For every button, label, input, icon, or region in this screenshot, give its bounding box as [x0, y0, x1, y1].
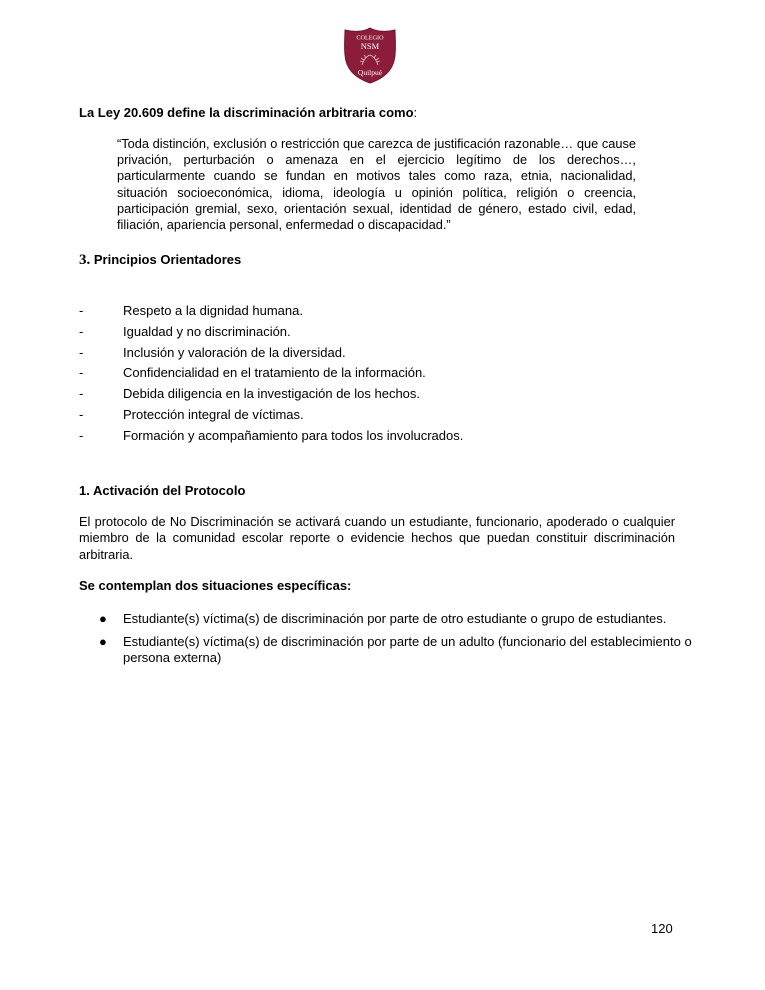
list-item: [95, 611, 695, 628]
situation-text: Estudiante(s) víctima(s) de discriminación por parte de un adulto (funcionario del establecimiento o persona externa): [123, 633, 692, 665]
activation-heading: 1. Activación del Protocolo: [79, 483, 246, 498]
dash-marker: -: [79, 323, 84, 339]
bullet-marker: ●: [99, 611, 107, 626]
crest-line-2: NSM: [360, 41, 380, 51]
principle-text: Formación y acompañamiento para todos los involucrados.: [123, 427, 464, 443]
principle-text: Igualdad y no discriminación.: [123, 323, 291, 339]
dash-marker: -: [79, 386, 84, 402]
dash-marker: -: [79, 365, 84, 381]
school-crest-logo: [343, 27, 397, 84]
principle-text: Debida diligencia en la investigación de los hechos.: [123, 386, 421, 402]
activation-paragraph: El protocolo de No Discriminación se activará cuando un estudiante, funcionario, apoderado o cualquier miembro de la comunidad escolar reporte o evidencie hechos que puedan constituir discriminación arbitraria.: [79, 514, 675, 562]
list-item: [79, 324, 679, 345]
principles-title: Principios Orientadores: [93, 252, 242, 267]
bullet-marker: ●: [99, 633, 107, 649]
dash-marker: -: [79, 427, 84, 443]
list-item: [79, 303, 679, 324]
principles-number: 3.: [79, 252, 91, 268]
situations-heading: Se contemplan dos situaciones específicas:: [79, 578, 352, 593]
principle-text: Inclusión y valoración de la diversidad.: [123, 344, 346, 360]
page-number: 120: [651, 921, 673, 936]
situation-text: Estudiante(s) víctima(s) de discriminación por parte de otro estudiante o grupo de estudiantes.: [123, 611, 667, 626]
list-item: [79, 345, 679, 366]
principle-text: Confidencialidad en el tratamiento de la información.: [123, 365, 426, 381]
principles-list: [79, 303, 679, 449]
list-item: [79, 386, 679, 407]
law-heading-bold: La Ley 20.609 define la discriminación arbitraria como: [79, 105, 414, 120]
law-quote: “Toda distinción, exclusión o restricción que carezca de justificación razonable… que cause privación, perturbación o amenaza en el ejercicio legítimo de los derechos…, particularmente cuando se fundan en motivos tales como raza, etnia, nacionalidad, situación socioeconómica, idioma, ideología u opinión política, religión o creencia, participación gremial, sexo, orientación sexual, identidad de género, estado civil, edad, filiación, apariencia personal, enfermedad o discapacidad.”: [117, 136, 636, 233]
dash-marker: -: [79, 344, 84, 360]
principle-text: Respeto a la dignidad humana.: [123, 303, 303, 318]
list-item: [79, 428, 679, 449]
law-heading-colon: :: [413, 105, 418, 120]
situations-list: [95, 611, 695, 673]
list-item: [79, 365, 679, 386]
dash-marker: -: [79, 303, 84, 318]
crest-line-3: Quilpué: [357, 68, 383, 77]
list-item: [79, 407, 679, 428]
crest-line-1: COLEGIO: [356, 34, 384, 42]
list-item: [95, 634, 695, 667]
principles-heading: [79, 252, 241, 269]
principle-text: Protección integral de víctimas.: [123, 406, 304, 422]
law-definition-heading: [79, 105, 417, 120]
dash-marker: -: [79, 406, 84, 422]
